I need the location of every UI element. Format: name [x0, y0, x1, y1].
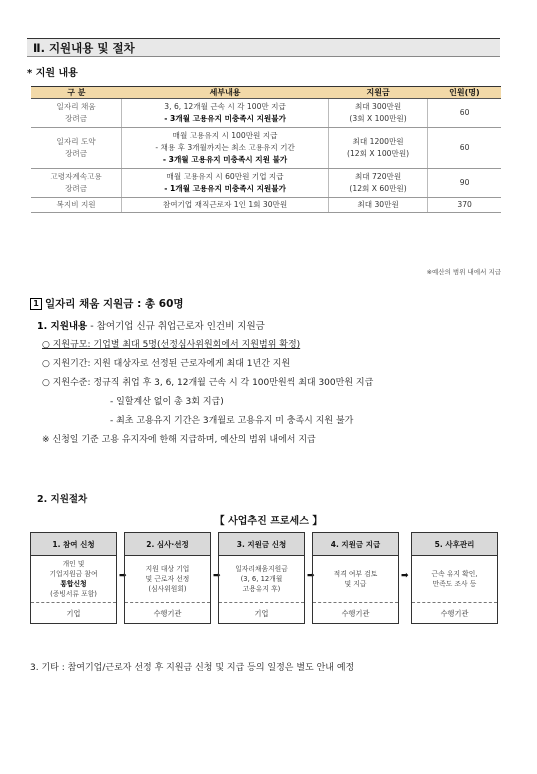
process-step: [312, 532, 399, 624]
process-step-body: [313, 556, 398, 603]
process-step-owner: 수행기관: [153, 609, 182, 618]
level-sub-line-1: - 일할계산 없이 총 3회 지급): [110, 397, 224, 407]
category-text: 일자리 도약: [56, 137, 96, 146]
condition-note: ※ 신청일 기준 고용 유지자에 한해 지급하며, 예산의 범위 내에서 지급: [42, 435, 316, 445]
process-step-body: [125, 556, 210, 603]
process-step-line: 통합신청: [60, 580, 87, 588]
process-step: [30, 532, 117, 624]
details-cell: [122, 198, 329, 213]
category-text: 장려금: [65, 184, 88, 193]
process-step-owner: 수행기관: [440, 609, 469, 618]
amount-text: (3회 X 100만원): [349, 114, 407, 123]
people-cell: 60: [428, 128, 501, 169]
details-text: - 3개월 고용유지 미충족시 지원 불가: [162, 155, 288, 164]
arrow-right-icon: ➡: [401, 571, 409, 581]
level-line: ○ 지원수준: 정규직 취업 후 3, 6, 12개월 근속 시 각 100만원씩 최대 300만원 지급: [42, 378, 374, 388]
process-step-body: [219, 556, 304, 603]
process-step-body: [31, 556, 116, 603]
category-text: 고령자계속고용: [50, 172, 102, 181]
table-row: [31, 169, 501, 198]
process-step: [124, 532, 211, 624]
process-step-line: 적격 여부 검토: [333, 570, 378, 578]
process-step-line: 근속 유지 확인,: [431, 570, 478, 578]
details-cell: [122, 128, 329, 169]
arrow-right-icon: ➡: [119, 571, 127, 581]
people-cell: 60: [428, 99, 501, 128]
category-cell: [31, 169, 122, 198]
details-text: 매월 고용유지 시 60만원 기업 지급: [166, 172, 284, 181]
amount-text: (12회 X 100만원): [347, 149, 410, 158]
process-step-title: 5. 사후관리: [412, 533, 497, 556]
table-row: [31, 198, 501, 213]
amount-text: 최대 30만원: [357, 200, 399, 209]
process-step-owner: 기업: [66, 609, 81, 618]
process-step: [218, 532, 305, 624]
amount-text: 최대 1200만원: [352, 137, 404, 146]
content-label: 1. 지원내용: [37, 321, 88, 332]
category-text: 장려금: [65, 149, 88, 158]
details-text: 매월 고용유지 시 100만원 지급: [172, 131, 278, 140]
details-cell: [122, 99, 329, 128]
category-cell: [31, 198, 122, 213]
category-text: 장려금: [65, 114, 88, 123]
amount-cell: [328, 99, 427, 128]
table-row: [31, 128, 501, 169]
category-cell: [31, 128, 122, 169]
process-step-title: 4. 지원금 지급: [313, 533, 398, 556]
process-step-line: 개인 및: [62, 560, 85, 568]
program1-title: [30, 296, 184, 311]
details-cell: [122, 169, 329, 198]
process-step-owner: 기업: [254, 609, 269, 618]
process-step-line: 만족도 조사 등: [432, 580, 477, 588]
category-cell: [31, 99, 122, 128]
process-step-line: 및 지급: [344, 580, 367, 588]
details-text: - 3개월 고용유지 미충족시 지원불가: [164, 114, 286, 123]
process-step-line: 기업지원금 참여: [49, 570, 98, 578]
budget-note: ※예산의 범위 내에서 지급: [426, 268, 501, 276]
period-line: ○ 지원기간: 지원 대상자로 선정된 근로자에게 최대 1년간 지원: [42, 359, 291, 369]
amount-text: (12회 X 60만원): [349, 184, 407, 193]
details-text: - 채용 후 3개월까지는 최소 고용유지 기간: [155, 143, 295, 152]
amount-text: 최대 720만원: [354, 172, 402, 181]
section-title: Ⅱ. 지원내용 및 절차: [27, 38, 500, 57]
content-line: [37, 318, 265, 332]
details-text: 3, 6, 12개월 근속 시 각 100만 지급: [164, 102, 286, 111]
arrow-right-icon: ➡: [307, 571, 315, 581]
col-details: 세부내용: [122, 87, 329, 99]
process-step-line: 고용유지 후): [242, 585, 281, 593]
col-category: 구 분: [31, 87, 122, 99]
process-step-title: 1. 참여 신청: [31, 533, 116, 556]
process-step: [411, 532, 498, 624]
col-people: 인원(명): [428, 87, 501, 99]
process-step-owner: 수행기관: [341, 609, 370, 618]
people-cell: 90: [428, 169, 501, 198]
details-text: - 1개월 고용유지 미충족시 지원불가: [164, 184, 286, 193]
amount-cell: [328, 169, 427, 198]
number-box: 1: [30, 298, 42, 310]
program1-title-text: 일자리 채움 지원금 : 총 60명: [45, 298, 184, 310]
amount-text: 최대 300만원: [354, 102, 402, 111]
process-title: 【 사업추진 프로세스 】: [214, 516, 323, 527]
process-step-line: (심사위원회): [148, 585, 187, 593]
support-heading: * 지원 내용: [27, 68, 78, 79]
amount-cell: [328, 198, 427, 213]
amount-cell: [328, 128, 427, 169]
arrow-right-icon: ➡: [213, 571, 221, 581]
level-sub-line-2: - 최초 고용유지 기간은 3개월로 고용유지 미 충족시 지원 불가: [110, 416, 354, 426]
process-step-line: 일자리채움지원금: [235, 565, 288, 573]
support-table: [31, 86, 501, 213]
process-step-body: [412, 556, 497, 603]
process-step-line: 지원 대상 기업: [145, 565, 190, 573]
category-text: 일자리 채움: [56, 102, 96, 111]
col-amount: 지원금: [328, 87, 427, 99]
process-step-line: 및 근로자 선정: [145, 575, 190, 583]
procedure-heading: 2. 지원절차: [37, 494, 88, 505]
people-cell: 370: [428, 198, 501, 213]
process-step-title: 2. 심사·선정: [125, 533, 210, 556]
content-text: - 참여기업 신규 취업근로자 인건비 지원금: [87, 321, 265, 332]
scale-line: ○ 지원규모: 기업별 최대 5명(선정심사위원회에서 지원범위 확정): [42, 340, 301, 350]
category-text: 복지비 지원: [56, 200, 96, 209]
process-step-line: (3, 6, 12개월: [240, 575, 283, 583]
table-row: [31, 99, 501, 128]
table-header-row: [31, 87, 501, 99]
process-step-line: (증빙서류 포함): [50, 590, 97, 598]
details-text: 참여기업 재직근로자 1인 1회 30만원: [162, 200, 288, 209]
footer-note: 3. 기타 : 참여기업/근로자 선정 후 지원금 신청 및 지급 등의 일정은 별도 안내 예정: [30, 663, 355, 673]
process-step-title: 3. 지원금 신청: [219, 533, 304, 556]
